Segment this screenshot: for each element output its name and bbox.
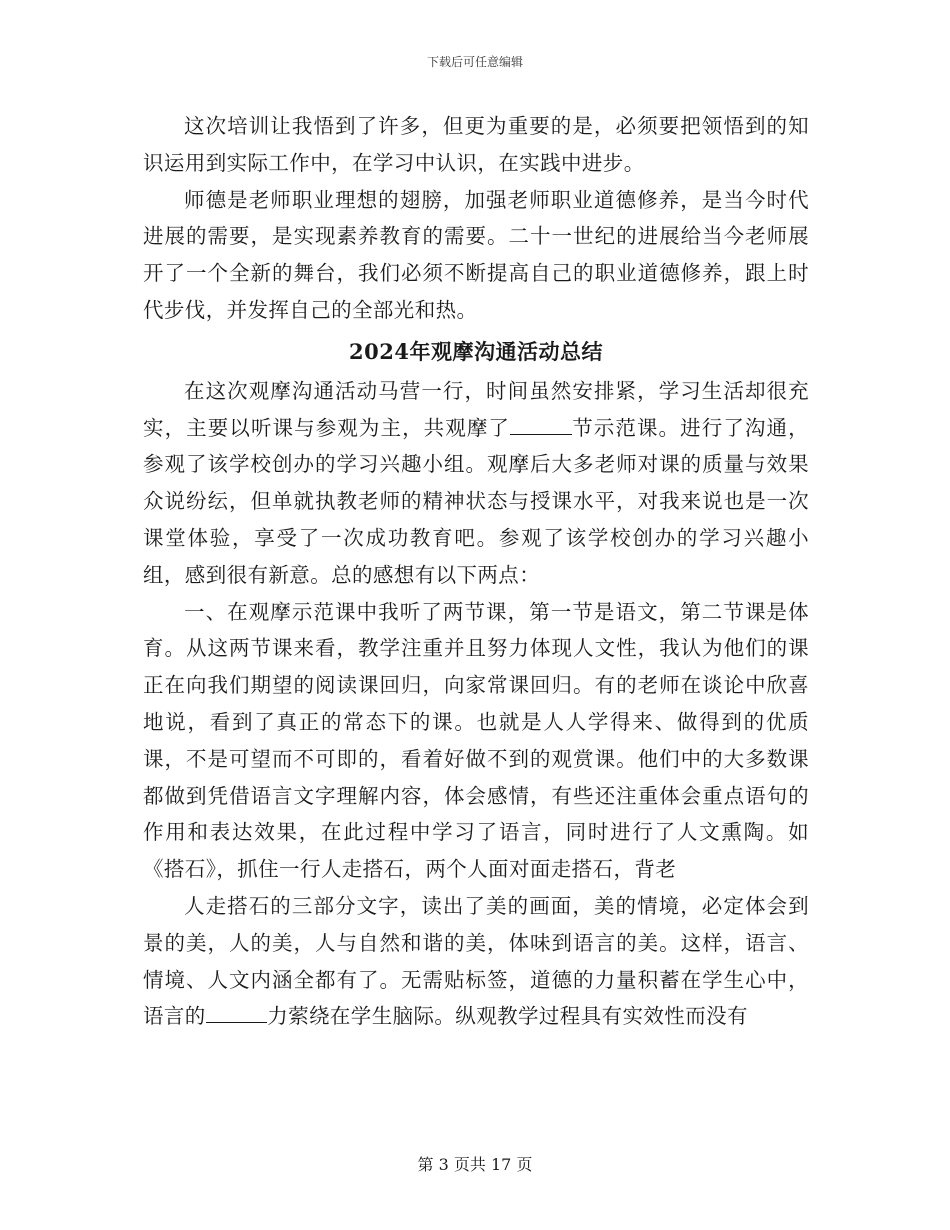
paragraph-2: 师德是老师职业理想的翅膀，加强老师职业道德修养，是当今时代进展的需要，是实现素养教育的需要。二十一世纪的进展给当今老师展开了一个全新的舞台，我们必须不断提高自己的职业道德修养，跟上时代步伐，并发挥自己的全部光和热。: [143, 187, 809, 322]
paragraph-1: 这次培训让我悟到了许多，但更为重要的是，必须要把领悟到的知识运用到实际工作中，在学习中认识，在实践中进步。: [143, 114, 809, 175]
section-title: 2024年观摩沟通活动总结: [349, 338, 603, 364]
fill-in-blank: [206, 1003, 268, 1023]
document-body: [143, 108, 809, 1035]
paragraph-4: 一、在观摩示范课中我听了两节课，第一节是语文，第二节课是体育。从这两节课来看，教学注重并且努力体现人文性，我认为他们的课正在向我们期望的阅读课回归，向家常课回归。有的老师在谈论中欣喜地说，看到了真正的常态下的课。也就是人人学得来、做得到的优质课，不是可望而不可即的，看着好做不到的观赏课。他们中的大多数课都做到凭借语言文字理解内容，体会感情，有些还注重体会重点语句的作用和表达效果，在此过程中学习了语言，同时进行了人文熏陶。如《搭石》，抓住一行人走搭石，两个人面对面走搭石，背老: [143, 599, 809, 882]
paragraph-3: [143, 373, 809, 594]
paragraph-5: [143, 888, 809, 1035]
paragraph-5-text-a: 人走搭石的三部分文字，读出了美的画面，美的情境，必定体会到景的美，人的美，人与自然和谐的美，体味到语言的美。这样，语言、情境、人文内涵全都有了。无需贴标签，道德的力量积蓄在学生心中，语言的: [143, 893, 809, 1029]
page-number: 第 3 页共 17 页: [417, 1155, 533, 1174]
paragraph-3-text-a: 在这次观摩沟通活动马营一行，时间虽然安排紧，学习生活却很充实，主要以听课与参观为主，共观摩了: [143, 378, 809, 440]
fill-in-blank: [510, 414, 572, 434]
paragraph-3-text-b: 节示范课。进行了沟通，参观了该学校创办的学习兴趣小组。观摩后大多老师对课的质量与效果众说纷纭，但单就执教老师的精神状态与授课水平，对我来说也是一次课堂体验，享受了一次成功教育吧。参观了该学校创办的学习兴趣小组，感到很有新意。总的感想有以下两点：: [143, 415, 809, 587]
page-header-note: 下载后可任意编辑: [426, 55, 523, 69]
paragraph-5-text-b: 力萦绕在学生脑际。纵观教学过程具有实效性而没有: [267, 1004, 748, 1029]
